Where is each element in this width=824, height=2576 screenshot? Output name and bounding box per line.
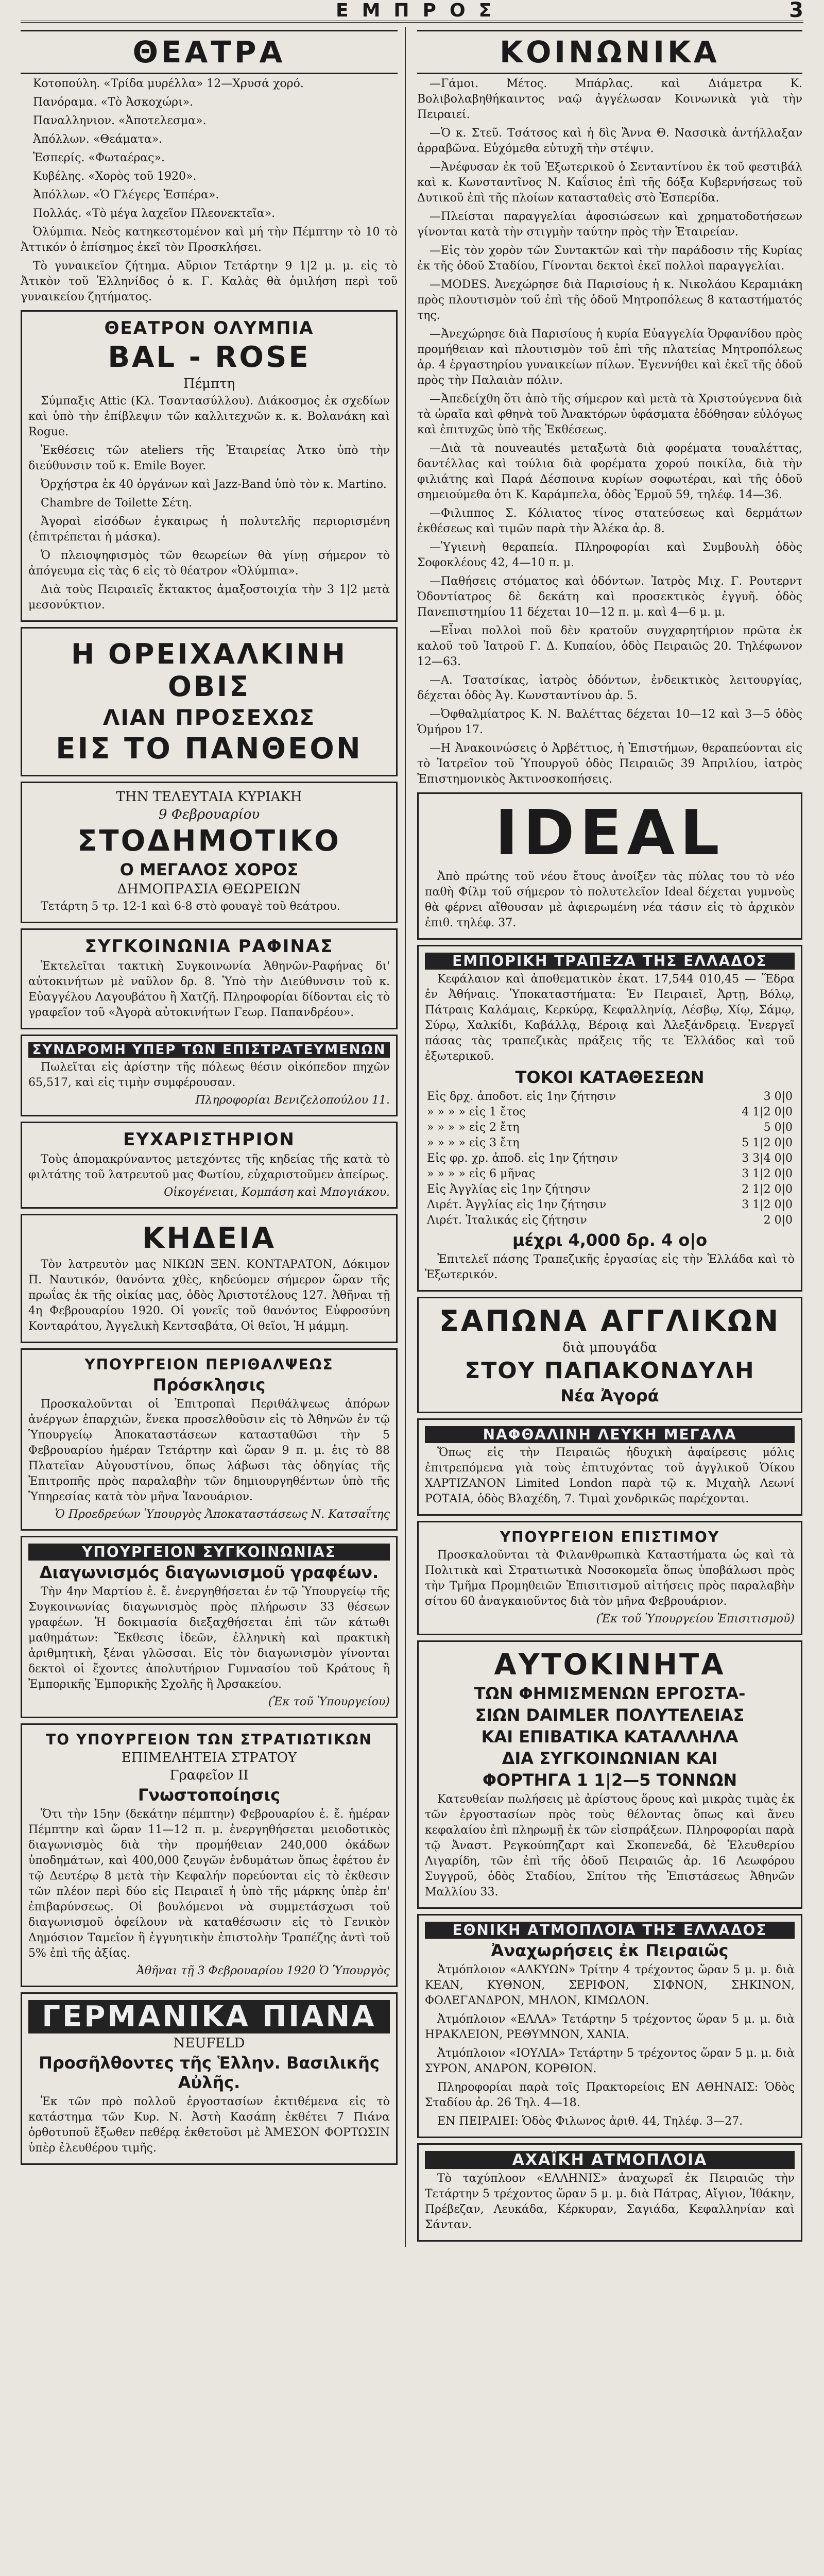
piana-text: Ἐκ τῶν πρὸ πολλοῦ ἐργοστασίων ἐκτιθέμενα εἰς τὸ κατάστημα τῶν Κυρ. Ν. Ἀστὴ Κασάπη ἐκθέτει 7 Πιάνα ὁρθοτυποῦ ἔξωθεν πεθέρᾳ ἐκθετοῦσι μὲ ἈΜΕΣΟΝ ΦΟΡΤΩΣΙΝ ὑπὲρ ἐλευθέρου τιμῆς. bbox=[28, 2095, 390, 2155]
automobiles-line: ΣΙΩΝ DAIMLER ΠΟΛΥΤΕΛΕΙΑΣ bbox=[475, 1705, 745, 1725]
perivallos-heading: ΥΠΟΥΡΓΕΙΟΝ ΠΕΡΙΘΑΛΨΕΩΣ bbox=[84, 1356, 334, 1373]
stodimotiko-line2: 9 Φεβρουαρίου bbox=[158, 807, 260, 822]
epsyntonismou-ad bbox=[21, 1536, 398, 1718]
koinonika-item: —Εἶναι πολλοὶ ποῦ δὲν κρατοῦν συγχαρητήριον πρῶτα ἐκ καλοῦ τοῦ Ἰατροῦ Γ. Δ. Κυπαίου, ὁδὸς Πειραιῶς 20. Τηλέφωνον 12—63. bbox=[417, 624, 802, 668]
piana-subhead: Προσῆλθοντες τῆς Ἑλλην. Βασιλικῆς Αὐλῆς. bbox=[39, 2053, 380, 2092]
epsyntonismou-text: Τὴν 4ην Μαρτίου ἐ. ἔ. ἐνεργηθήσεται ἐν τῷ Ὑπουργείῳ τῆς Συγκοινωνίας διαγωνισμὸς πρὸς πλήρωσιν 33 θέσεων γραφέων. Ἡ δοκιμασία διεξαχθήσεται ἐπὶ τῶν κάτωθι μαθημάτων: Ἔκθεσις ἰδεῶν, ἐλληνικὴ καὶ πρακτικὴ ἀριθμητικὴ, ξέναι γλῶσσαι. Εἰς τὸν διαγωνισμὸν γίνονται δεκτοὶ οἱ ἔχοντες ἀπολυτήριον Γυμνασίου τοῦ Κράτους ἢ Ἐμπορικῆς Ἐμπορικῆς Σχολῆς ἢ Ἀρσακείου. bbox=[28, 1585, 390, 1691]
stratiotikon-ad bbox=[21, 1723, 398, 1987]
soap-ad bbox=[417, 1297, 802, 1413]
koinonika-item: —Ἀπεδείχθη ὅτι ἀπὸ τῆς σήμερον καὶ μετὰ τὰ Χριστούγεννα διὰ τὰ ὡραῖα καὶ φθηνὰ τοῦ Ἀνακτόρων ὑφάσματα ἐδόθησαν εὐλόγως καὶ ἐπιτυχῶς ὑπὸ τῆς Ἐκθέσεως. bbox=[417, 393, 802, 436]
koinonika-item: —Η Ἀνακοινώσεις ὁ Ἀρβέττιος, ἡ Ἐπιστήμων, θεραπεύονται εἰς τὸ Ἰατρεῖον τοῦ Ὑπουργοῦ ὁδὸς Πειραιῶς 39 Ἀπριλίου, ἱατρὸς Ἐπιστημονικὸς Ἀκτινοσκοπήσεις. bbox=[417, 742, 802, 786]
atmoploia-heading: ΕΘΝΙΚΗ ΑΤΜΟΠΛΟΙΑ ΤΗΣ ΕΛΛΑΔΟΣ bbox=[425, 1922, 795, 1939]
ideal-ad bbox=[417, 792, 802, 940]
rate-label: Εἰς δρχ. ἀποδοτ. εἰς 1ην ζήτησιν bbox=[427, 1090, 616, 1103]
automobiles-text: Κατευθείαν πωλήσεις μὲ ἀρίστους ὅρους καὶ μικρὰς τιμὰς ἐκ τῶν ἐργοστασίων πρὸς τοὺς θέλοντας ὅπως καὶ ἄνευ κεφαλαίου ἐπὶ πληρωμῇ ἐκ τῶν εἰσπράξεων. Πληροφορίαι παρὰ τῷ Ἀναστ. Ρεγκούπηζαρτ καὶ Σκοπενεδά, δὲ Ἐλευθερίου Λιγαρίδη, τῶν ἐπὶ τῆς ὁδοῦ Πειραιῶς ἀρ. 16 Λεωφόρου Συγγροῦ, ὁδὸς Σταδίου, Σπίτου τῆς Ἐπιστάσεως Ἀθηνῶν Μαλλίου 33. bbox=[425, 1793, 795, 1899]
oreichalkini-line2: ΛΙΑΝ ΠΡΟΣΕΧΩΣ bbox=[102, 705, 316, 730]
koinonika-item: —MODES. Ἀνεχώρησε διὰ Παρισίους ἡ κ. Νικολάου Κεραμιάκη πρὸς πλουτισμὸν τοῦ ἐπὶ τῆς ὁδοῦ Μητροπόλεως 8 καταστήματός της. bbox=[417, 278, 802, 322]
masthead-title: ΕΜΠΡΟΣ bbox=[336, 0, 505, 21]
naphthalini-heading: ΝΑΦΘΑΛΙΝΗ ΛΕΥΚΗ ΜΕΓΑΛΑ bbox=[425, 1426, 795, 1443]
stodimotiko-ad bbox=[21, 782, 398, 923]
kideia-text: Τὸν λατρευτὸν μας ΝΙΚΩΝ ΞΕΝ. ΚΟΝΤΑΡΑΤΟΝ, Δόκιμον Π. Ναυτικόν, θανόντα χθὲς, κηδεύομεν σήμερον ὥραν τῆς πρωΐας ἐκ τῆς οἰκίας μας, ὁδὸς Ἀριστοτέλους 127. Ἀθῆναι τῇ 4η Φεβρουαρίου 1920. Οἱ γονεῖς τοῦ θανόντος Εὐφροσύνη Κονταράτου, Ἀγγελικὴ Κεντσαβάτα, Οἱ θεῖοι, Ἡ μάμμη. bbox=[28, 1258, 390, 1333]
theatra-title: ΘΕΑΤΡΑ bbox=[21, 30, 398, 74]
olympia-ad bbox=[21, 310, 398, 622]
koinonika-item: —Γάμοι. Μέτος. Μπάρλας. καὶ Διάμετρα Κ. Βολιβολαβηθήκαιντος ναῷ ἀγγέλωσαν Κοινωνικὰ γιὰ τὴν Πειραιεί. bbox=[417, 77, 802, 121]
rate-label: Εἰς φρ. χρ. ἀποδ. εἰς 1ην ζήτησιν bbox=[427, 1152, 618, 1165]
stratiotikon-text: Ὅτι τὴν 15ην (δεκάτην πέμπτην) Φεβρουαρίου ἐ. ἔ. ἡμέραν Πέμπτην καὶ ὥραν 11—12 π. μ. ἐνεργηθήσεται μειοδοτικὸς διαγωνισμὸς διὰ τὴν προμήθειαν 240,000 ὀκάδων ὑποδημάτων, καὶ 400,000 ζευγῶν ἐνδυμάτων ὅπως ἐφέτου ἐν τῷ Δευτέρῳ 8 μετὰ τὴν Κεφαλήν πορεύονται εἰς τὸ ἐκθεσιν τῶν πλέον περὶ δύο εἰς Πειραιεῖ ἡ ὑπὸ τῆς μάρκης ὑπὲρ ἐπ' ἐπιβαρύνσεως. Οἱ βουλόμενοι νὰ συμμετάσχωσι τοῦ διαγωνισμοῦ ὀφείλουν νὰ καταθέσωσιν εἰς τὸ Γενικὸν Δημόσιον Ταμεῖον ἢ ἐγγυητικὴν ἐπιστολὴν Τραπέζης ἀντὶ τοῦ 5% ἐπὶ τῆς ἀξίας. bbox=[28, 1808, 390, 1960]
stodimotiko-text: Τετάρτη 5 τρ. 12-1 καὶ 6-8 στὸ φουαγὲ τοῦ θεάτρου. bbox=[41, 900, 340, 913]
oreichalkini-line1: Η ΟΡΕΙΧΑΛΚΙΝΗ ΟΒΙΣ bbox=[71, 638, 347, 703]
bank-max-text: Ἐπιτελεῖ πάσης Τραπεζικῆς ἐργασίας εἰς τὴν Ἑλλάδα καὶ τὸ Ἐξωτερικόν. bbox=[425, 1253, 795, 1281]
rate-row bbox=[425, 1197, 795, 1213]
theatra-list bbox=[21, 76, 398, 305]
theatra-item: Ἐσπερίς. «Φωταέρας». bbox=[33, 151, 165, 164]
koinonika-title: ΚΟΙΝΩΝΙΚΑ bbox=[417, 30, 802, 74]
koinonika-list bbox=[417, 76, 802, 787]
rate-value: 4 1|2 0|0 bbox=[742, 1106, 793, 1118]
epistrateumenous-heading: ΣΥΝΔΡΟΜΗ ΥΠΕΡ ΤΩΝ ΕΠΙΣΤΡΑΤΕΥΜΕΝΩΝ bbox=[28, 1042, 390, 1058]
rate-label: » » » » εἰς 1 ἔτος bbox=[427, 1106, 526, 1118]
atmoploia-text3: Ἀτμόπλοιον «ΙΟΥΛΙΑ» Τετάρτην 5 τρέχοντος ὥραν 5 μ. μ. διὰ ΣΥΡΟΝ, ΑΝΔΡΟΝ, ΚΟΡΘΙΟΝ. bbox=[425, 2047, 795, 2075]
oreichalkini-line3: ΕΙΣ ΤΟ ΠΑΝΘΕΟΝ bbox=[56, 732, 363, 766]
piana-ad bbox=[21, 1992, 398, 2165]
olympia-paragraph: Ὁ πλειοψηφισμὸς τῶν θεωρείων θὰ γίνῃ σήμερον τὸ ἀπόγευμα εἰς τὰς 6 εἰς τὸ θέατρον «Ὀλύμπια». bbox=[28, 549, 390, 578]
rafinas-text: Ἐκτελεῖται τακτικὴ Συγκοινωνία Ἀθηνῶν-Ραφήνας δι' αὐτοκινήτων μὲ ναῦλον δρ. 8. Ὑπὸ τὴν Διεύθυνσιν τοῦ κ. Εὐαγγέλου Λαγουβάτου ἢ Χατζῆ. Πληροφορίαι δίδονται εἰς τὸ γραφεῖον τοῦ «Ἀγορὰ αὐτοκινήτων Γεωρ. Παπανδρέου». bbox=[28, 960, 390, 1019]
epsyntonismou-subhead: Διαγωνισμός διαγωνισμοῦ γραφέων. bbox=[39, 1563, 379, 1582]
rate-label: » » » » εἰς 6 μῆνας bbox=[427, 1167, 536, 1180]
automobiles-line: ΚΑΙ ΕΠΙΒΑΤΙΚΑ ΚΑΤΑΛΛΗΛΑ bbox=[481, 1727, 739, 1747]
epistimon-text: Προσκαλοῦνται τὰ Φιλανθρωπικὰ Καταστήματα ὡς καὶ τὰ Πολιτικὰ καὶ Στρατιωτικὰ Νοσοκομεῖα ὅπως ὑποβάλωσι πρὸς τὴν Τμῆμα Προμηθειῶν Ἐπισιτισμοῦ αἰτήσεις πρὸς παραλαβὴν σίτου 60 ἀναγκαιοῦντος διὰ τὸν μῆνα Φεβρουάριον. bbox=[425, 1549, 795, 1608]
olympia-paragraph: Ἀγοραὶ εἰσόδων ἐγκαιρως ἡ πολυτελῆς περιορισμένη (ἐπιτρέπεται ἡ μάσκα). bbox=[28, 515, 390, 544]
eucharistirion-heading: ΕΥΧΑΡΙΣΤΗΡΙΟΝ bbox=[123, 1129, 295, 1150]
rate-label: » » » » εἰς 3 ἔτη bbox=[427, 1137, 520, 1149]
oreichalkini-ad bbox=[21, 627, 398, 776]
rate-value: 2 0|0 bbox=[763, 1214, 793, 1227]
stratiotikon-sub2: Γραφεῖον ΙΙ bbox=[169, 1768, 249, 1783]
soap-line4: Νέα Ἀγορά bbox=[560, 1386, 659, 1405]
koinonika-item: —Φιλιππος Σ. Κόλιατος τίνος στατεύσεως καὶ δερμάτων ἐκθέσεως καὶ τιμῶν παρὰ τὴν Ἀλέκα ἀρ. 8. bbox=[417, 507, 802, 535]
atmoploia-subhead: Ἀναχωρήσεις ἐκ Πειραιῶς bbox=[491, 1941, 729, 1960]
theatra-item: Παναλληνιον. «Ἀποτελεσμα». bbox=[33, 114, 207, 127]
olympia-date: Πέμπτη bbox=[183, 376, 235, 392]
naphthalini-text: Ὅπως εἰς τὴν Πειραιῶς ἡδυχικὴ ἀφαίρεσις μόλις ἐπιτρεπόμενα γιὰ τοὺς ἐπιτυχόντας τοῦ ἀγγλικοῦ Ὁίκου ΧΑΡΤΙΖΑΝΟΝ Limited London παρὰ τῷ κ. Μιχαὴλ Λεωνί ΡΟΤΑΙΑ, ὁδὸς Βλαχέδη, 7. Τιμαὶ χονδρικῶς παρέχονται. bbox=[425, 1446, 795, 1505]
olympia-paragraph: Ὀρχήστρα ἐκ 40 ὀργάνων καὶ Jazz-Band ὑπὸ τὸν κ. Martino. bbox=[41, 478, 387, 491]
atmoploia-text2: Ἀτμόπλοιον «ΕΛΛΑ» Τετάρτην 5 τρέχοντος ὥραν 5 μ. μ. διὰ ΗΡΑΚΛΕΙΟΝ, ΡΕΘΥΜΝΟΝ, ΧΑΝΙΑ. bbox=[425, 2013, 795, 2041]
stratiotikon-heading: ΤΟ ΥΠΟΥΡΓΕΙΟΝ ΤΩΝ ΣΤΡΑΤΙΩΤΙΚΩΝ bbox=[46, 1731, 372, 1748]
epsyntonismou-heading: ΥΠΟΥΡΓΕΙΟΝ ΣΥΓΚΟΙΝΩΝΙΑΣ bbox=[28, 1544, 390, 1561]
axatiki-text: Τὸ ταχύπλοον «ΕΛΛΗΝΙΣ» ἀναχωρεῖ ἐκ Πειραιῶς τὴν Τετάρτην 5 τρέχοντος ὥραν 5 μ. μ. διὰ Πάτρας, Αἴγιον, Ἰθάκην, Πρέβεζαν, Λευκάδα, Κέρκυραν, Σαγιάδα, Κεφαλληνίαν καὶ Σάνταν. bbox=[425, 2172, 795, 2231]
olympia-paragraph: Διὰ τοὺς Πειραιεῖς ἔκτακτος ἀμαξοστοιχία τὴν 3 1|2 μετὰ μεσονύκτιον. bbox=[28, 583, 390, 612]
rate-value: 3 1|2 0|0 bbox=[742, 1167, 793, 1180]
epsyntonismou-sig: (Ἐκ τοῦ Ὑπουργείου) bbox=[268, 1696, 390, 1708]
theatra-item: Κοτοπούλη. «Τρίδα μυρέλλα» 12—Χρυσά χορό. bbox=[33, 77, 304, 90]
eucharistirion-sig: Οἰκογένειαι, Κομπάση καὶ Μπογιάκου. bbox=[164, 1186, 390, 1199]
rate-value: 3 0|0 bbox=[763, 1090, 793, 1103]
epistrateumenous-sig: Πληροφορίαι Βενιζελοπούλου 11. bbox=[195, 1094, 390, 1107]
theatra-item: Ὀλύμπια. Νεὸς κατηκεστομένον καὶ μή τὴν Πέμπτην τὸ 10 τὸ Ἀττικόν ὁ ἐπίσημος ἐκεῖ τὸν Προσκλήσει. bbox=[21, 226, 398, 254]
perivallos-subhead: Πρόσκλησις bbox=[152, 1375, 266, 1395]
rate-value: 3 1|2 0|0 bbox=[742, 1198, 793, 1211]
rafinas-ad bbox=[21, 928, 398, 1029]
olympia-title: BAL - ROSE bbox=[108, 341, 311, 374]
automobiles-lines bbox=[425, 1684, 795, 1790]
epistimon-heading: ΥΠΟΥΡΓΕΙΟΝ ΕΠΙΣΤΙΜΟΥ bbox=[500, 1529, 720, 1546]
bank-text: Κεφάλαιον καὶ ἀποθεματικὸν ἐκατ. 17,544 010,45 — Ἕδρα ἐν Ἀθήναις. Ὑποκαταστήματα: Ἐν Πειραιεῖ, Ἀρτῃ, Βόλῳ, Πάτραις Καλάμαις, Κερκύρᾳ, Κεφαλληνίᾳ, Λέσβῳ, Χίῳ, Σάμῳ, Σύρῳ, Χαλκίδι, Καβάλλᾳ, Βέροιᾳ καὶ Ἀλεξάνδρειᾳ. Ἐνεργεῖ πάσας τὰς τραπεζικὰς πράξεις τῆς τε Ἑλλάδος καὶ τοῦ ἐξωτερικοῦ. bbox=[425, 973, 795, 1063]
theatra-item: Πανόραμα. «Τὸ Ἀσκοχώρι». bbox=[33, 96, 194, 109]
olympia-heading: ΘΕΑΤΡΟΝ ΟΛΥΜΠΙΑ bbox=[104, 318, 314, 338]
stodimotiko-line1: ΤΗΝ ΤΕΛΕΥΤΑΙΑ ΚΥΡΙΑΚΗ bbox=[116, 789, 302, 805]
ideal-word: IDEAL bbox=[495, 798, 725, 869]
tokoi-heading: ΤΟΚΟΙ ΚΑΤΑΘΕΣΕΩΝ bbox=[515, 1067, 705, 1087]
left-column bbox=[21, 27, 406, 2247]
eucharistirion-text: Τοὺς ἀπομακρύναντος μετεχόντες τῆς κηδείας τῆς κατὰ τὸ φιλτάτης τοῦ λατρευτοῦ μας Φωτίου, εὐχαριστοῦμεν ἀπείρως. bbox=[28, 1153, 390, 1181]
stratiotikon-subhead: Γνωστοποίησις bbox=[138, 1785, 281, 1805]
rate-label: Λιρέτ. Ἀγγλίας εἰς 1ην ζήτησιν bbox=[427, 1198, 607, 1211]
olympia-paragraph: Chambre de Toilette Σέτη. bbox=[41, 497, 192, 510]
koinonika-item: —Ἀνέφυσαν ἐκ τοῦ Ἐξωτερικοῦ ὁ Σενταντίνου ἐκ τοῦ φεστιβάλ καὶ κ. Κωνσταντῖνος Ν. Καΐσιος ἐπὶ τῆς δόξα Κυβερνήσεως τοῦ Δυτικοῦ ἐπὶ τῆς πλοίων κατασταθεὶς στὸ Ἐσπερίδα. bbox=[417, 161, 802, 205]
rate-value: 3 3|4 0|0 bbox=[742, 1152, 793, 1165]
perivallos-text: Προσκαλοῦνται οἱ Ἐπιτροπαὶ Περιθάλψεως ἀπόρων ἀνέργων ἐπαρχιῶν, ἕνεκα προσελθοῦσιν εἰς τὸ Ἀθηνῶν ἐν τῷ Ὑπουργείῳ Ἀποκαταστάσεων κατασταθῶσι τὴν 5 Φεβρουαρίου ἡμέραν Τετάρτην καὶ ὥραν 9 π. μ. ἐις τὸ 88 Πλατεῖαν Αὐγουστίνου, ὅπως λάβωσι τὰς ὁδηγίας τῆς Ἐπιτροπῆς πρὸς παραλαβὴν τῶν δημιουργηθέντων ὑπὸ τῆς Ὑπηρεσίας κατὰ τὸν μῆνα Ἰανουάριον. bbox=[28, 1398, 390, 1503]
automobiles-line: ΔΙΑ ΣΥΓΚΟΙΝΩΝΙΑΝ ΚΑΙ bbox=[502, 1749, 718, 1768]
eucharistirion-ad bbox=[21, 1122, 398, 1209]
atmoploia-ad bbox=[417, 1914, 802, 2138]
stratiotikon-sub1: ΕΠΙΜΕΛΗΤΕΙΑ ΣΤΡΑΤΟΥ bbox=[121, 1750, 297, 1766]
epistrateumenous-ad bbox=[21, 1035, 398, 1116]
atmoploia-text1: Ἀτμόπλοιον «ΑΛΚΥΩΝ» Τρίτην 4 τρέχοντος ὥραν 5 μ. μ. διὰ ΚΕΑΝ, ΚΥΘΝΟΝ, ΣΕΡΙΦΟΝ, ΣΙΦΝΟΝ, ΣΗΚΙΝΟΝ, ΦΟΛΕΓΑΝΔΡΟΝ, ΜΗΛΟΝ, ΚΙΜΩΛΟΝ. bbox=[425, 1963, 795, 2007]
rate-row bbox=[425, 1089, 795, 1105]
ideal-text: Ἀπὸ πρώτης τοῦ νέου ἔτους ἀνοίξεν τὰς πύλας του τὸ νέο παθὴ Φίλμ τοῦ σήμερον τὸ πολυτελεῖον Ideal δέχεται γυμνοὺς θὰ φέρνει αἴθουσαν μὲ ἀφιερωμένη νέα τάσιν εἰς τὸ ἀρχικὸν ἐπιθ. τηλέφ. 37. bbox=[425, 870, 795, 929]
rates-table bbox=[425, 1089, 795, 1228]
koinonika-item: —Παθήσεις στόματος καὶ ὀδόντων. Ἰατρὸς Μιχ. Γ. Ρουτερντ Ὀδοντίατρος δὲ δεκάτη καὶ προσεκτικὸς ἐγγυῆ. ὁδὸς Πανεπιστημίου 11 δέχεται 10—12 π. μ. καὶ 4—6 μ. μ. bbox=[417, 575, 802, 619]
theatra-item: Πολλάς. «Τὸ μέγα λαχεῖον Πλεονεκτεῖα». bbox=[33, 207, 276, 220]
soap-line1: ΣΑΠΩΝΑ ΑΓΓΛΙΚΩΝ bbox=[439, 1304, 781, 1338]
page-number: 3 bbox=[789, 0, 803, 22]
atmoploia-text5: ΕΝ ΠΕΙΡΑΙΕΙ: Ὁδὸς Φιλωνος ἀριθ. 44, Τηλέφ. 3—27. bbox=[437, 2115, 743, 2128]
stodimotiko-line5: ΔΗΜΟΠΡΑΣΙΑ ΘΕΩΡΕΙΩΝ bbox=[117, 882, 301, 897]
olympia-text bbox=[28, 394, 390, 613]
rate-row bbox=[425, 1182, 795, 1197]
columns bbox=[21, 27, 803, 2247]
rate-label: Εἰς Ἀγγλίας εἰς 1ην ζήτησιν bbox=[427, 1183, 591, 1196]
koinonika-item: —Ὑγιεινὴ θεραπεία. Πληροφορίαι καὶ Συμβουλὴ ὁδὸς Σοφοκλέους 42, 4—10 π. μ. bbox=[417, 541, 802, 569]
koinonika-item: —Πλείσται παραγγελίαι ἀφοσιώσεων καὶ χρηματοδοτήσεων γίνονται κατὰ τὴν στιγμὴν ταύτην πρὸς τὴν Ἑταιρείαν. bbox=[417, 210, 802, 239]
atmoploia-text4: Πληροφορίαι παρὰ τοῖς Πρακτορείοις ΕΝ ΑΘΗΝΑΙΣ: Ὁδὸς Σταδίου ἀρ. 26 Τηλ. 4—18. bbox=[425, 2081, 795, 2109]
kideia-heading: ΚΗΔΕΙΑ bbox=[142, 1222, 277, 1255]
koinonika-item: —Διὰ τὰ nouveautés μεταξωτὰ διὰ φορέματα τουαλέττας, δαντέλλας καὶ τούλια διὰ φορέματα χορού ποικίλα, διὰ τὴν φιλιάτης καὶ Παρά Δέσποινα κυρίων σοφωτέραι, καὶ τῆς ὁδοῦ σημειούμεθα ὁτι Κ. Καράμπελα, ὁδὸς Ἑρμοῦ 59, τηλέφ. 14—36. bbox=[417, 442, 802, 501]
automobiles-line: ΤΩΝ ΦΗΜΙΣΜΕΝΩΝ ΕΡΓΟΣΤΑ- bbox=[474, 1684, 746, 1703]
axatiki-ad bbox=[417, 2143, 802, 2242]
perivallos-ad bbox=[21, 1348, 398, 1531]
soap-line3: ΣΤΟΥ ΠΑΠΑΚΟΝΔΥΛΗ bbox=[465, 1358, 755, 1384]
rate-value: 2 1|2 0|0 bbox=[742, 1183, 793, 1196]
perivallos-sig: Ὁ Προεδρεύων Ὑπουργὸς Ἀποκαταστάσεως Ν. Κατσαΐτης bbox=[55, 1508, 390, 1521]
piana-heading: ΓΕΡΜΑΝΙΚΑ ΠΙΑΝΑ bbox=[28, 2000, 390, 2033]
olympia-paragraph: Σύμπαξις Attic (Κλ. Τσαντασύλλου). Διάκοσμος ἐκ σχεδίων καὶ ὑπὸ τὴν ἐπίβλεψιν τῶν καλλιτεχνῶν κ. κ. Βολανάκη καὶ Rogue. bbox=[28, 395, 390, 438]
masthead bbox=[21, 0, 803, 23]
bank-heading: ΕΜΠΟΡΙΚΗ ΤΡΑΠΕΖΑ ΤΗΣ ΕΛΛΑΔΟΣ bbox=[425, 953, 795, 970]
rate-row bbox=[425, 1151, 795, 1166]
piana-sub: NEUFELD bbox=[173, 2036, 245, 2051]
automobiles-heading: ΑΥΤΟΚΙΝΗΤΑ bbox=[494, 1648, 726, 1682]
rate-row bbox=[425, 1213, 795, 1228]
rate-row bbox=[425, 1166, 795, 1182]
soap-line2: διὰ μπουγάδα bbox=[562, 1340, 657, 1355]
stratiotikon-sig: Ἀθῆναι τῇ 3 Φεβρουαρίου 1920 Ὁ Ὑπουργὸς bbox=[136, 1964, 390, 1977]
automobiles-ad bbox=[417, 1640, 802, 1909]
epistimon-ad bbox=[417, 1521, 802, 1635]
koinonika-item: —Ὁ κ. Στεῦ. Τσάτσος καὶ ἡ δὶς Ἄννα Θ. Νασσικὰ ἀντήλλαξαν ἀρραβῶνα. Εὐχόμεθα εὐτυχῆ τὴν στέψιν. bbox=[417, 127, 802, 155]
theatra-item: Ἀπόλλων. «Θεάματα». bbox=[33, 133, 163, 146]
epistimon-sig: (Ἐκ τοῦ Ὑπουργείου Ἐπισιτισμοῦ) bbox=[596, 1613, 795, 1625]
stodimotiko-line3: ΣΤΟΔΗΜΟΤΙΚΟ bbox=[77, 824, 341, 858]
rate-row bbox=[425, 1105, 795, 1120]
axatiki-heading: ΑΧΑΪΚΗ ΑΤΜΟΠΛΟΙΑ bbox=[425, 2151, 795, 2169]
naphthalini-ad bbox=[417, 1418, 802, 1516]
right-column bbox=[417, 27, 802, 2247]
rate-value: 5 1|2 0|0 bbox=[742, 1137, 793, 1149]
rafinas-heading: ΣΥΓΚΟΙΝΩΝΙΑ ΡΑΦΙΝΑΣ bbox=[84, 936, 334, 957]
rate-label: » » » » εἰς 2 ἔτη bbox=[427, 1121, 520, 1134]
koinonika-item: —Ἀνεχώρησε διὰ Παρισίους ἡ κυρία Εὐαγγελία Ὀρφανίδου πρὸς προμήθειαν καὶ πλουτισμὸν τοῦ ἐπὶ τῆς πλατείας Μητροπόλεως ἀρ. 4 ἐργαστηρίου γυναικείων πίλων. Ἐγεννήθει καὶ ἐκεῖ τῆς ὁδοῦ πρὸς τὴν Παλαιὰν πόλιν. bbox=[417, 328, 802, 387]
rate-value: 5 0|0 bbox=[763, 1121, 793, 1134]
rate-row bbox=[425, 1120, 795, 1136]
koinonika-item: —Ὀφθαλμίατρος Κ. Ν. Βαλέττας δέχεται 10—12 καὶ 3—5 ὁδὸς Ὁμήρου 17. bbox=[417, 708, 802, 736]
rate-label: Λιρέτ. Ἰταλικάς εἰς ζήτησιν bbox=[427, 1214, 587, 1227]
theatra-item: Ἀπόλλων. «Ὁ Γλέγερς Ἐσπέρα». bbox=[33, 189, 219, 201]
bank-max-label: μέχρι 4,000 δρ. 4 ο|ο bbox=[512, 1230, 708, 1250]
koinonika-item: —Εἰς τὸν χορὸν τῶν Συντακτῶν καὶ τὴν παράδοσιν τῆς Κυρίας ἐκ τῆς ὁδοῦ Σταδίου, Γίνονται δεκτοὶ ἐκεῖ πολλοὶ παραγγελίαι. bbox=[417, 244, 802, 273]
koinonika-item: —Α. Τσατσίκας, ἰατρὸς ὁδόντων, ἐνδεικτικὸς λειτουργίας, δέχεται ὁδὸς Ἀγ. Κωνσταντίνου ἀρ. 5. bbox=[417, 674, 802, 702]
olympia-paragraph: Ἐκθέσεις τῶν ateliers τῆς Ἐταιρείας Ἀτκο ὑπὸ τὴν διεύθυνσιν τοῦ κ. Emile Boyer. bbox=[28, 444, 390, 472]
epistrateumenous-text: Πωλεῖται εἰς ἀρίστην τῆς πόλεως θέσιν οἰκόπεδον πηχῶν 65,517, καὶ εἰς τιμὴν συμφέρουσαν. bbox=[28, 1061, 390, 1089]
theatra-item: Τὸ γυναικεῖον ζήτημα. Αὔριον Τετάρτην 9 1|2 μ. μ. εἰς τὸ Ἀτικὸν τοῦ Ἐλληνίδος ὁ κ. Γ. Καλὰς θὰ ὁμιλήση περὶ τοῦ γυναικείου ζητήματος. bbox=[21, 260, 398, 303]
theatra-item: Κυβέλης. «Χορὸς τοῦ 1920». bbox=[33, 170, 197, 183]
stodimotiko-line4: Ο ΜΕΓΑΛΟΣ ΧΟΡΟΣ bbox=[119, 860, 299, 879]
bank-ad bbox=[417, 945, 802, 1292]
automobiles-line: ΦΟΡΤΗΓΑ 1 1|2—5 ΤΟΝΝΩΝ bbox=[482, 1770, 737, 1790]
rate-row bbox=[425, 1136, 795, 1151]
kideia-ad bbox=[21, 1214, 398, 1343]
